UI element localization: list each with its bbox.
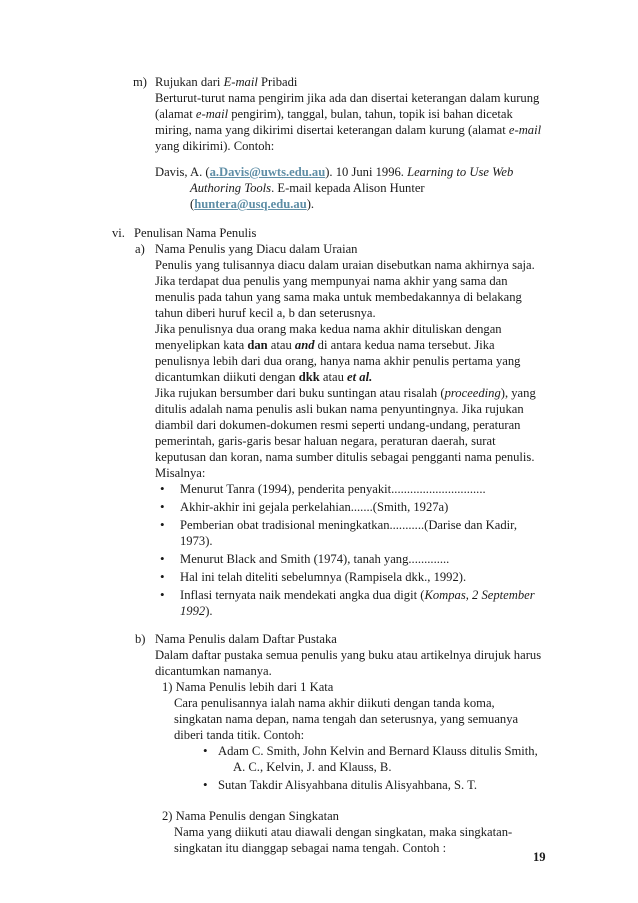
subsubsection-1-heading: 1) Nama Penulis lebih dari 1 Kata bbox=[162, 680, 334, 694]
paragraph-line: singkatan itu dianggap sebagai nama tengah. Contoh : bbox=[174, 841, 447, 855]
paragraph-line: menulis pada tahun yang sama maka untuk membedakannya di belakang bbox=[155, 290, 522, 304]
bullet-icon: • bbox=[160, 481, 165, 496]
bullet-icon: • bbox=[203, 777, 208, 792]
subsubsection-2-heading: 2) Nama Penulis dengan Singkatan bbox=[162, 809, 339, 823]
paragraph-line: Jika terdapat dua penulis yang mempunyai nama akhir yang sama dan bbox=[155, 274, 508, 288]
paragraph-line: Misalnya: bbox=[155, 466, 206, 480]
reference-example: Authoring Tools. E-mail kepada Alison Hunter bbox=[190, 181, 425, 195]
paragraph-line: miring, nama yang dikirimi disertai keterangan dalam kurung (alamat e-mail bbox=[155, 123, 542, 137]
list-item: Adam C. Smith, John Kelvin and Bernard Klauss ditulis Smith, bbox=[218, 744, 538, 758]
bullet-icon: • bbox=[160, 517, 165, 532]
bullet-icon: • bbox=[160, 551, 165, 566]
item-m-marker: m) bbox=[133, 75, 147, 89]
item-m-heading: Rujukan dari E-mail Pribadi bbox=[155, 75, 298, 89]
page-number: 19 bbox=[533, 850, 546, 864]
paragraph-line: yang dikirimi). Contoh: bbox=[155, 139, 275, 153]
paragraph-line: Jika penulisnya dua orang maka kedua nama akhir dituliskan dengan bbox=[155, 322, 502, 336]
subsection-b-heading: Nama Penulis dalam Daftar Pustaka bbox=[155, 632, 337, 646]
bullet-icon: • bbox=[160, 499, 165, 514]
list-item: Sutan Takdir Alisyahbana ditulis Alisyahbana, S. T. bbox=[218, 778, 478, 792]
list-item: Akhir-akhir ini gejala perkelahian.......(Smith, 1927a) bbox=[180, 500, 449, 514]
reference-example: Davis, A. (a.Davis@uwts.edu.au). 10 Juni 1996. Learning to Use Web bbox=[155, 165, 514, 179]
email-link[interactable]: a.Davis@uwts.edu.au bbox=[209, 165, 326, 179]
paragraph-line: Jika rujukan bersumber dari buku suntingan atau risalah (proceeding), yang bbox=[155, 386, 536, 400]
paragraph-line: tahun diberi huruf kecil a, b dan seterusnya. bbox=[155, 306, 376, 320]
paragraph-line: Dalam daftar pustaka semua penulis yang buku atau artikelnya dirujuk harus bbox=[155, 648, 542, 662]
list-item-continuation: 1992). bbox=[180, 604, 213, 618]
paragraph-line: diberi tanda titik. Contoh: bbox=[174, 728, 305, 742]
paragraph-line: menyelipkan kata dan atau and di antara kedua nama tersebut. Jika bbox=[155, 338, 495, 352]
paragraph-line: singkatan nama depan, nama tengah dan seterusnya, yang semuanya bbox=[174, 712, 519, 726]
subsection-b-marker: b) bbox=[135, 632, 146, 646]
section-vi-heading: Penulisan Nama Penulis bbox=[134, 226, 257, 240]
list-item: Hal ini telah diteliti sebelumnya (Rampisela dkk., 1992). bbox=[180, 570, 467, 584]
list-item: Menurut Tanra (1994), penderita penyakit.............................. bbox=[180, 482, 486, 496]
paragraph-line: ditulis adalah nama penulis asli bukan nama penyuntingnya. Jika rujukan bbox=[155, 402, 524, 416]
bullet-icon: • bbox=[203, 743, 208, 758]
list-item: Menurut Black and Smith (1974), tanah yang............. bbox=[180, 552, 450, 566]
paragraph-line: dicantumkan diikuti dengan dkk atau et al. bbox=[155, 370, 373, 384]
reference-example: (huntera@usq.edu.au). bbox=[190, 197, 315, 211]
bullet-icon: • bbox=[160, 569, 165, 584]
paragraph-line: dicantumkan namanya. bbox=[155, 664, 272, 678]
list-item-continuation: 1973). bbox=[180, 534, 213, 548]
list-item-continuation: A. C., Kelvin, J. and Klauss, B. bbox=[233, 760, 392, 774]
paragraph-line: penulisnya lebih dari dua orang, hanya nama akhir penulis pertama yang bbox=[155, 354, 521, 368]
list-item: Pemberian obat tradisional meningkatkan...........(Darise dan Kadir, bbox=[180, 518, 517, 532]
paragraph-line: (alamat e-mail pengirim), tanggal, bulan, tahun, topik isi bahan dicetak bbox=[155, 107, 513, 121]
paragraph-line: Cara penulisannya ialah nama akhir diikuti dengan tanda koma, bbox=[174, 696, 495, 710]
bullet-icon: • bbox=[160, 587, 165, 602]
subsection-a-marker: a) bbox=[135, 242, 145, 256]
paragraph-line: keputusan dan koran, nama sumber ditulis sebagai pengganti nama penulis. bbox=[155, 450, 535, 464]
paragraph-line: Nama yang diikuti atau diawali dengan singkatan, maka singkatan- bbox=[174, 825, 513, 839]
list-item: Inflasi ternyata naik mendekati angka dua digit (Kompas, 2 September bbox=[180, 588, 535, 602]
section-vi-marker: vi. bbox=[112, 226, 125, 240]
email-link[interactable]: huntera@usq.edu.au bbox=[194, 197, 307, 211]
paragraph-line: Berturut-turut nama pengirim jika ada dan disertai keterangan dalam kurung bbox=[155, 91, 540, 105]
subsection-a-heading: Nama Penulis yang Diacu dalam Uraian bbox=[155, 242, 358, 256]
paragraph-line: diambil dari dokumen-dokumen resmi seperti undang-undang, peraturan bbox=[155, 418, 521, 432]
paragraph-line: pemerintah, garis-garis besar haluan negara, peraturan daerah, surat bbox=[155, 434, 496, 448]
paragraph-line: Penulis yang tulisannya diacu dalam uraian disebutkan nama akhirnya saja. bbox=[155, 258, 535, 272]
